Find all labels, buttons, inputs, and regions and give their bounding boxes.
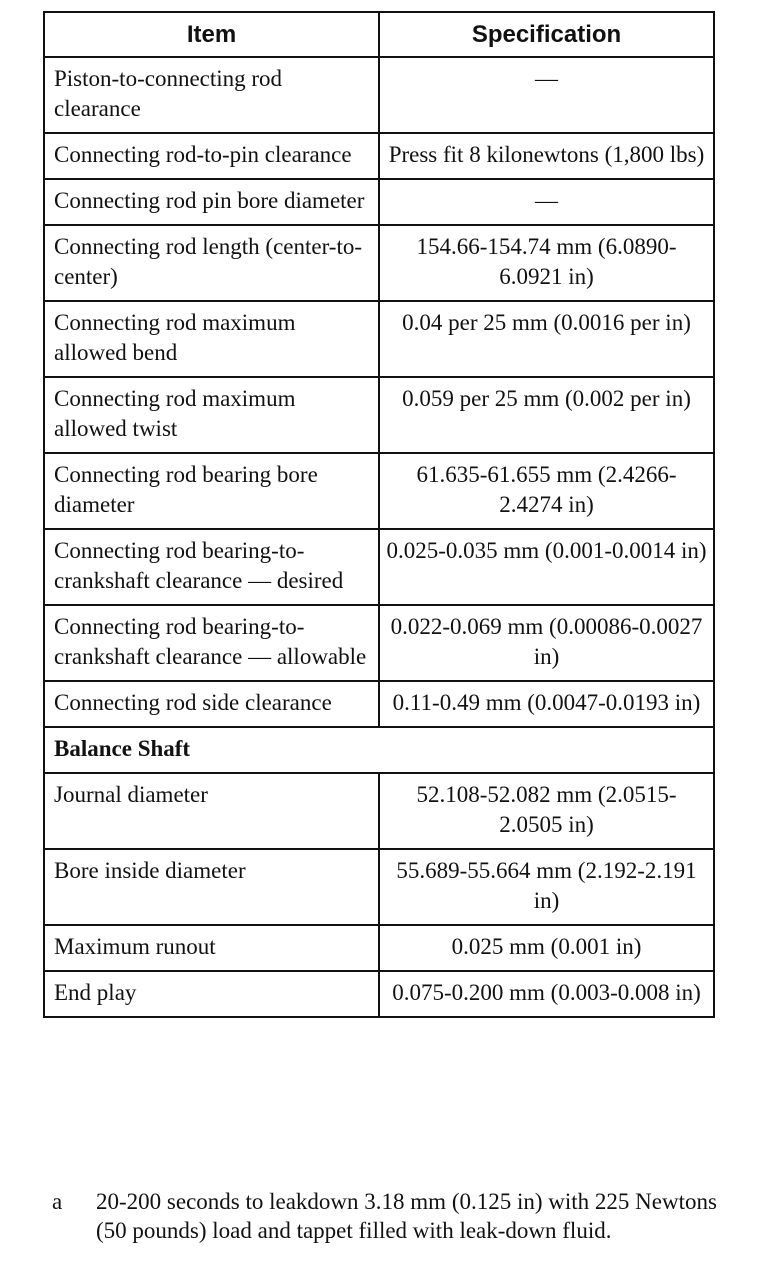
spec-cell: 61.635-61.655 mm (2.4266-2.4274 in) [379,453,714,529]
table-row [44,179,714,225]
item-cell: Maximum runout [44,925,379,971]
item-cell: Piston-to-connecting rod clearance [44,57,379,133]
spec-cell: — [379,57,714,133]
spec-cell: 0.025 mm (0.001 in) [379,925,714,971]
spec-cell: 0.075-0.200 mm (0.003-0.008 in) [379,971,714,1017]
spec-cell: 0.04 per 25 mm (0.0016 per in) [379,301,714,377]
spec-cell: 0.059 per 25 mm (0.002 per in) [379,377,714,453]
table-row [44,681,714,727]
item-cell: Connecting rod-to-pin clearance [44,133,379,179]
spec-cell: 0.022-0.069 mm (0.00086-0.0027 in) [379,605,714,681]
spec-cell: 0.11-0.49 mm (0.0047-0.0193 in) [379,681,714,727]
table-row [44,773,714,849]
table-row [44,453,714,529]
section-title: Balance Shaft [44,727,714,773]
footnote-marker: a [52,1189,63,1214]
item-cell: Connecting rod maximum allowed bend [44,301,379,377]
spec-cell: 52.108-52.082 mm (2.0515-2.0505 in) [379,773,714,849]
item-cell: Journal diameter [44,773,379,849]
section-header-row [44,727,714,773]
item-cell: Connecting rod bearing bore diameter [44,453,379,529]
item-cell: Connecting rod bearing-to-crankshaft clearance — desired [44,529,379,605]
item-cell: Bore inside diameter [44,849,379,925]
table-row [44,925,714,971]
table-row [44,301,714,377]
spec-cell: Press fit 8 kilonewtons (1,800 lbs) [379,133,714,179]
item-cell: Connecting rod maximum allowed twist [44,377,379,453]
table-row [44,57,714,133]
column-header-specification: Specification [379,12,714,57]
table-row [44,529,714,605]
table-row [44,971,714,1017]
table-row [44,605,714,681]
item-cell: Connecting rod bearing-to-crankshaft clearance — allowable [44,605,379,681]
item-cell: Connecting rod side clearance [44,681,379,727]
spec-cell: — [379,179,714,225]
column-header-item: Item [44,12,379,57]
table-row [44,133,714,179]
footnote-text: 20-200 seconds to leakdown 3.18 mm (0.125 in) with 225 Newtons (50 pounds) load and tappet filled with leak-down fluid. [96,1189,717,1243]
spec-cell: 55.689-55.664 mm (2.192-2.191 in) [379,849,714,925]
item-cell: End play [44,971,379,1017]
table-row [44,377,714,453]
spec-cell: 154.66-154.74 mm (6.0890-6.0921 in) [379,225,714,301]
item-cell: Connecting rod length (center-to-center) [44,225,379,301]
item-cell: Connecting rod pin bore diameter [44,179,379,225]
table-header-row [44,12,714,57]
table-row [44,225,714,301]
specification-table [43,11,715,1018]
spec-cell: 0.025-0.035 mm (0.001-0.0014 in) [379,529,714,605]
table-row [44,849,714,925]
